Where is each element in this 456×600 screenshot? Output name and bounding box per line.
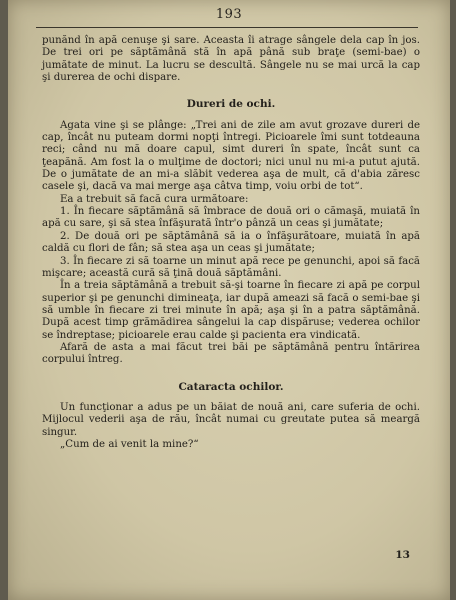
paragraph: Afară de asta a mai făcut trei băi pe săptămână pentru întărirea corpului întreg. bbox=[42, 341, 420, 366]
page-body bbox=[42, 35, 420, 451]
paragraph: 2. De două ori pe săptămână să ia o înfăşurătoare, muiată în apă caldă cu flori de fân; să stea aşa un ceas şi jumătate; bbox=[42, 230, 420, 255]
paragraph: „Cum de ai venit la mine?“ bbox=[60, 438, 199, 450]
book-page bbox=[8, 0, 450, 600]
signature-number: 13 bbox=[395, 549, 410, 561]
paragraph: Agata vine şi se plânge: „Trei ani de zile am avut grozave dureri de cap, încât nu puteam dormi nopţi întregi. Picioarele îmi sunt totdeauna reci; când nu mă doare capul, simt dureri în spate, încât sunt ca ţeapănă. Am fost la o mulţime de doctori; nici unul nu mi-a putut ajută. De o jumătate de an mi-a slăbit vederea aşa de mult, că d'abia zăresc casele şi, dacă va mai merge aşa câtva timp, voiu orbi de tot“. bbox=[42, 119, 420, 193]
paragraph: Un funcţionar a adus pe un băiat de nouă ani, care suferia de ochi. Mijlocul vederii aşa de rău, încât numai cu greutate putea să meargă singur. bbox=[42, 401, 420, 438]
page-number: 193 bbox=[215, 7, 243, 22]
header-rule bbox=[36, 27, 418, 28]
section-heading: Dureri de ochi. bbox=[186, 98, 276, 111]
paragraph: 1. În fiecare săptămână să îmbrace de două ori o cămaşă, muiată în apă cu sare, şi să stea înfăşurată într'o pânză un ceas şi jumătate; bbox=[42, 206, 420, 230]
paragraph: 3. În fiecare zi să toarne un minut apă rece pe genunchi, apoi să facă mişcare; această cură să ţină două săptămâni. bbox=[42, 255, 420, 279]
paragraph: punănd în apă cenuşe şi sare. Aceasta îi atrage sângele dela cap în jos. De trei ori pe săptămână stă în apă până sub braţe (semi-bae) o jumătate de minut. La lucru se descultă. Sângele nu se mai urcă la cap şi durerea de ochi dispare. bbox=[42, 35, 420, 84]
paragraph: Ea a trebuit să facă cura următoare: bbox=[60, 193, 249, 205]
section-heading: Cataracta ochilor. bbox=[178, 380, 284, 393]
paragraph: În a treia săptămână a trebuit să-şi toarne în fiecare zi apă pe corpul superior şi pe genunchi dimineaţa, iar după ameazi să facă o semi-bae şi să umble în fiecare zi trei minute în apă; aşa şi în a patra săptămână. După acest timp grămădirea sângelui la cap dispăruse; vederea ochilor se îndreptase; picioarele erau calde şi pacienta era vindicată. bbox=[42, 280, 420, 341]
